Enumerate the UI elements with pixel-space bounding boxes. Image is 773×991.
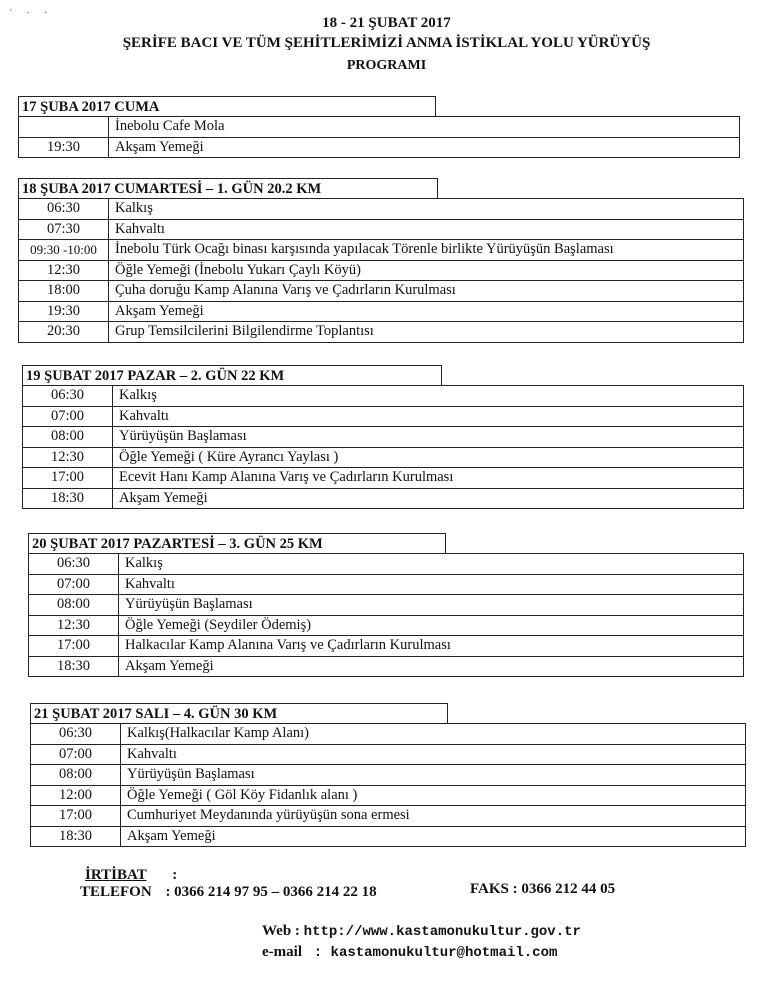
web-link[interactable]: http://www.kastamonukultur.gov.tr <box>303 924 581 940</box>
schedule-table <box>22 385 744 509</box>
time-cell: 08:00 <box>31 765 121 785</box>
time-cell: 12:30 <box>19 261 109 281</box>
time-cell: 17:00 <box>29 636 119 656</box>
activity-cell: Öğle Yemeği ( Küre Ayrancı Yaylası ) <box>119 448 339 465</box>
time-cell: 17:00 <box>23 468 113 488</box>
activity-cell: Yürüyüşün Başlaması <box>119 428 247 444</box>
schedule-table <box>18 198 744 343</box>
activity-cell: Akşam Yemeği <box>115 138 204 155</box>
day-heading: 18 ŞUBA 2017 CUMARTESİ – 1. GÜN 20.2 KM <box>18 178 438 198</box>
table-row <box>29 657 743 678</box>
table-row <box>19 138 739 159</box>
table-row <box>23 407 743 428</box>
table-row <box>19 117 739 138</box>
table-row <box>29 575 743 596</box>
irtibat-label: İRTİBAT <box>85 867 147 883</box>
time-cell: 08:00 <box>29 595 119 615</box>
schedule-table <box>18 116 740 158</box>
email-label: e-mail <box>262 944 302 960</box>
table-row <box>31 745 745 766</box>
activity-cell: Kahvaltı <box>127 745 177 762</box>
time-cell: 07:00 <box>29 575 119 595</box>
web-line <box>262 923 581 940</box>
time-cell: 06:30 <box>31 724 121 744</box>
time-cell: 07:30 <box>19 220 109 240</box>
faks-line: FAKS : 0366 212 44 05 <box>470 881 616 897</box>
activity-cell: Kalkış <box>125 555 163 571</box>
time-cell: 18:30 <box>31 827 121 847</box>
day-heading: 19 ŞUBAT 2017 PAZAR – 2. GÜN 22 KM <box>22 365 442 385</box>
activity-cell: Kahvaltı <box>119 407 169 424</box>
activity-cell: Ecevit Hanı Kamp Alanına Varış ve Çadırların Kurulması <box>119 469 454 485</box>
table-row <box>31 827 745 848</box>
table-row <box>31 765 745 786</box>
table-row <box>29 554 743 575</box>
table-row <box>19 281 743 302</box>
activity-cell: Akşam Yemeği <box>115 302 204 319</box>
activity-cell: Halkacılar Kamp Alanına Varış ve Çadırların Kurulması <box>125 637 451 653</box>
time-cell: 18:30 <box>29 657 119 677</box>
time-cell: 18:00 <box>19 281 109 301</box>
table-row <box>23 489 743 510</box>
irtibat-line <box>85 867 177 884</box>
activity-cell: Akşam Yemeği <box>127 827 216 844</box>
time-cell: 09:30 -10:00 <box>19 240 109 260</box>
time-cell: 06:30 <box>29 554 119 574</box>
event-title: ŞERİFE BACI VE TÜM ŞEHİTLERİMİZİ ANMA İSTİKLAL YOLU YÜRÜYÜŞ <box>122 35 651 51</box>
time-cell: 07:00 <box>31 745 121 765</box>
activity-cell: Yürüyüşün Başlaması <box>125 596 253 612</box>
table-row <box>31 786 745 807</box>
scan-specks: ' · · <box>10 8 54 19</box>
activity-cell: Kalkış <box>119 387 157 403</box>
time-cell: 12:00 <box>31 786 121 806</box>
table-row <box>31 724 745 745</box>
activity-cell: Kalkış <box>115 200 153 216</box>
time-cell: 18:30 <box>23 489 113 509</box>
table-row <box>23 386 743 407</box>
activity-cell: Cumhuriyet Meydanında yürüyüşün sona ermesi <box>127 807 410 823</box>
activity-cell: Akşam Yemeği <box>125 657 214 674</box>
activity-cell: Yürüyüşün Başlaması <box>127 766 255 782</box>
time-cell: 17:00 <box>31 806 121 826</box>
activity-cell: Öğle Yemeği (Seydiler Ödemiş) <box>125 616 312 633</box>
activity-cell: Öğle Yemeği (İnebolu Yukarı Çaylı Köyü) <box>115 261 361 278</box>
table-row <box>19 240 743 261</box>
irtibat-colon: : <box>172 867 178 883</box>
day-heading: 20 ŞUBAT 2017 PAZARTESİ – 3. GÜN 25 KM <box>28 533 446 553</box>
table-row <box>19 261 743 282</box>
telefon-value: : 0366 214 97 95 – 0366 214 22 18 <box>165 884 377 900</box>
email-line <box>262 944 557 961</box>
table-row <box>19 322 743 343</box>
activity-cell: İnebolu Cafe Mola <box>115 118 225 134</box>
table-row <box>23 448 743 469</box>
day-heading: 17 ŞUBA 2017 CUMA <box>18 96 436 116</box>
table-row <box>19 302 743 323</box>
time-cell: 06:30 <box>19 199 109 219</box>
activity-cell: Çuha doruğu Kamp Alanına Varış ve Çadırların Kurulması <box>115 282 456 298</box>
web-label: Web : <box>262 923 300 939</box>
activity-cell: Kalkış(Halkacılar Kamp Alanı) <box>127 725 309 741</box>
schedule-table <box>30 723 746 847</box>
table-row <box>29 636 743 657</box>
email-link[interactable]: : kastamonukultur@hotmail.com <box>313 945 558 961</box>
table-row <box>19 220 743 241</box>
time-cell: 12:30 <box>29 616 119 636</box>
table-row <box>29 595 743 616</box>
telefon-label: TELEFON <box>80 884 152 900</box>
time-cell: 19:30 <box>19 302 109 322</box>
time-cell: 19:30 <box>19 138 109 158</box>
activity-cell: Öğle Yemeği ( Göl Köy Fidanlık alanı ) <box>127 786 358 803</box>
table-row <box>23 427 743 448</box>
time-cell: 08:00 <box>23 427 113 447</box>
activity-cell: Kahvaltı <box>115 220 165 237</box>
time-cell <box>19 117 109 137</box>
table-row <box>29 616 743 637</box>
table-row <box>23 468 743 489</box>
program-subtitle: PROGRAMI <box>346 58 427 73</box>
activity-cell: Grup Temsilcilerini Bilgilendirme Toplantısı <box>115 323 374 339</box>
activity-cell: Kahvaltı <box>125 575 175 592</box>
time-cell: 12:30 <box>23 448 113 468</box>
telefon-line <box>80 884 377 901</box>
day-heading: 21 ŞUBAT 2017 SALI – 4. GÜN 30 KM <box>30 703 448 723</box>
table-row <box>19 199 743 220</box>
activity-cell: Akşam Yemeği <box>119 489 208 506</box>
time-cell: 20:30 <box>19 322 109 342</box>
time-cell: 07:00 <box>23 407 113 427</box>
table-row <box>31 806 745 827</box>
activity-cell: İnebolu Türk Ocağı binası karşısında yapılacak Törenle birlikte Yürüyüşün Başlaması <box>115 241 614 257</box>
time-cell: 06:30 <box>23 386 113 406</box>
event-dates: 18 - 21 ŞUBAT 2017 <box>322 15 451 31</box>
schedule-table <box>28 553 744 677</box>
